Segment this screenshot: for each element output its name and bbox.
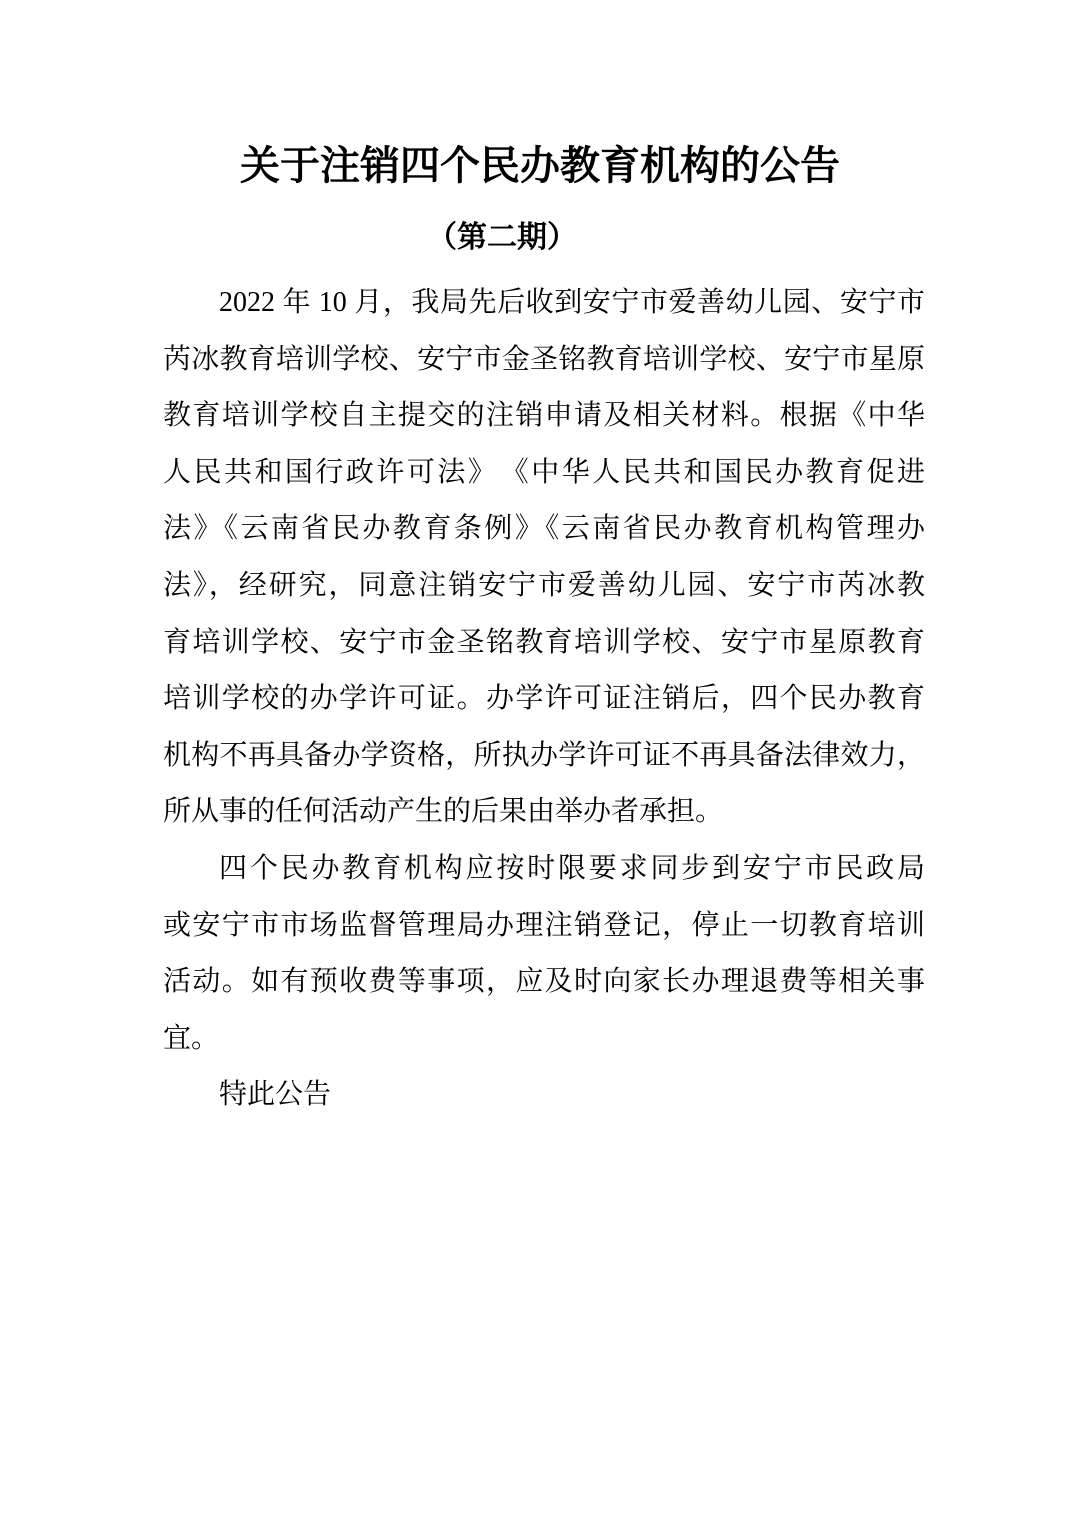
closing-line: 特此公告 <box>219 1079 332 1111</box>
body-line: 2022 年 10 月，我局先后收到安宁市爱善幼儿园、安宁市 <box>219 287 925 318</box>
body-line: 活动。如有预收费等事项，应及时向家长办理退费等相关事 <box>163 966 925 998</box>
body-line: 所从事的任何活动产生的后果由举办者承担。 <box>163 796 724 828</box>
body-line: 培训学校的办学许可证。办学许可证注销后，四个民办教育 <box>163 683 925 715</box>
document-subtitle: （第二期） <box>427 221 577 254</box>
document-body <box>163 275 925 1124</box>
body-line: 法》《云南省民办教育条例》《云南省民办教育机构管理办 <box>163 513 925 545</box>
body-line: 育培训学校、安宁市金圣铭教育培训学校、安宁市星原教育 <box>163 626 925 658</box>
body-line: 芮冰教育培训学校、安宁市金圣铭教育培训学校、安宁市星原 <box>163 343 925 375</box>
body-line: 四个民办教育机构应按时限要求同步到安宁市民政局 <box>219 852 925 884</box>
body-line: 或安宁市市场监督管理局办理注销登记，停止一切教育培训 <box>163 909 925 941</box>
document-title: 关于注销四个民办教育机构的公告 <box>240 143 840 188</box>
body-line: 机构不再具备办学资格，所执办学许可证不再具备法律效力， <box>163 739 925 771</box>
body-line: 教育培训学校自主提交的注销申请及相关材料。根据《中华 <box>163 400 925 432</box>
body-line: 人民共和国行政许可法》 《中华人民共和国民办教育促进 <box>163 456 925 488</box>
body-line: 法》，经研究，同意注销安宁市爱善幼儿园、安宁市芮冰教 <box>163 569 925 601</box>
body-line: 宜。 <box>163 1022 220 1054</box>
